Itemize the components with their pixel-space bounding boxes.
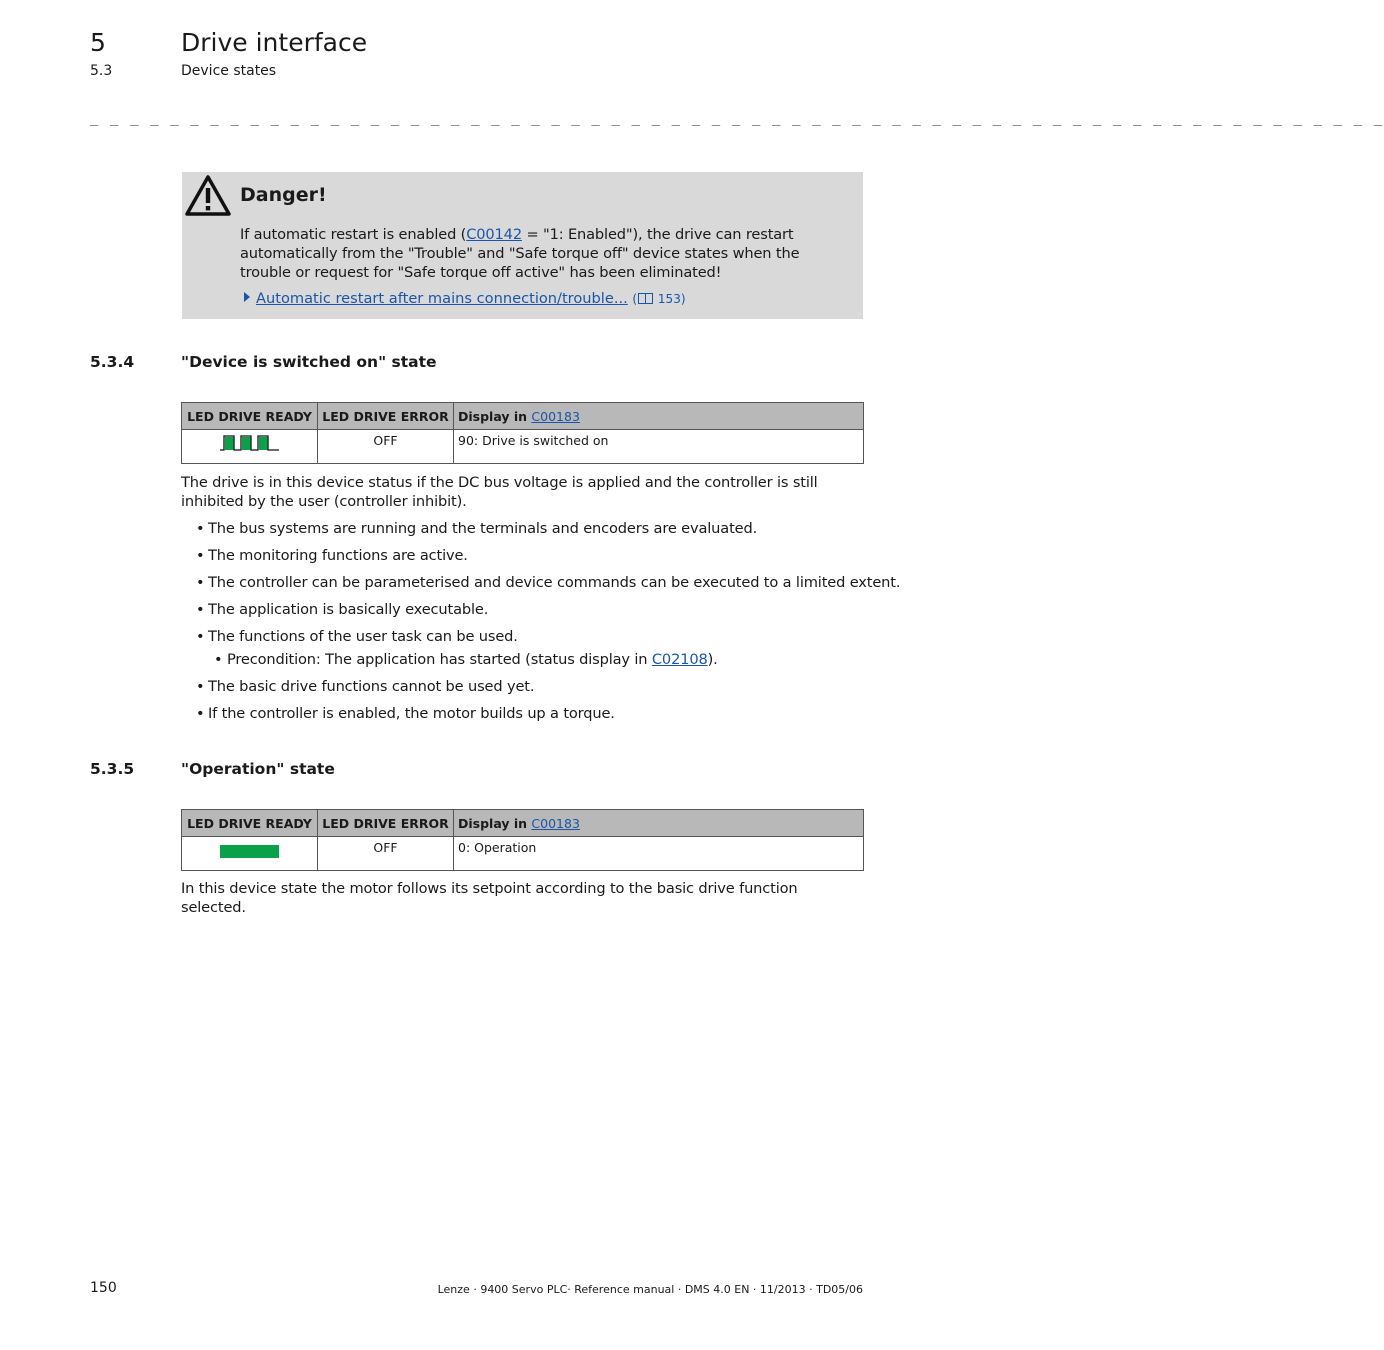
code-link-c00183[interactable]: C00183 xyxy=(531,408,580,424)
cross-reference xyxy=(244,290,686,307)
sub-item-text-after: ). xyxy=(707,651,718,668)
code-link-c00142[interactable]: C00142 xyxy=(466,226,522,243)
column-header-led-ready: LED DRIVE READY xyxy=(182,403,318,430)
page-reference-number: 153 xyxy=(657,292,681,306)
code-link-c00183[interactable]: C00183 xyxy=(531,815,580,831)
display-cell: 0: Operation xyxy=(454,837,864,871)
led-steady-icon xyxy=(220,844,280,860)
list-item: • The application is basically executable. xyxy=(181,600,900,627)
display-header-label: Display in xyxy=(458,408,532,424)
code-link-c02108[interactable]: C02108 xyxy=(651,651,708,668)
header-separator: _ _ _ _ _ _ _ _ _ _ _ _ _ _ _ _ _ _ _ _ _ _ _ _ _ _ _ _ _ _ _ _ _ _ _ _ _ _ _ _ _ _ _ _ _ _ _ _ _ _ _ _ _ _ _ _ _ _ _ _ _ _ _ _ _ xyxy=(90,110,1384,126)
list-item: • The functions of the user task can be used. xyxy=(181,627,900,654)
list-item: • The bus systems are running and the terminals and encoders are evaluated. xyxy=(181,519,900,546)
page-number: 150 xyxy=(90,1280,117,1296)
section-title: Device states xyxy=(181,63,277,79)
led-ready-cell xyxy=(182,837,318,871)
led-error-cell: OFF xyxy=(318,837,454,871)
heading-title-535: "Operation" state xyxy=(181,760,335,778)
led-blinking-icon xyxy=(220,435,280,451)
paragraph-switched-on: The drive is in this device status if the DC bus voltage is applied and the controller is still inhibited by the user (controller inhibit). xyxy=(181,474,818,510)
warning-triangle-icon xyxy=(184,174,232,218)
led-table-switched-on xyxy=(181,402,864,464)
footer-document-info: Lenze · 9400 Servo PLC· Reference manual · DMS 4.0 EN · 11/2013 · TD05/06 xyxy=(437,1283,863,1296)
book-icon xyxy=(638,293,653,304)
chapter-title: Drive interface xyxy=(181,28,368,57)
display-cell: 90: Drive is switched on xyxy=(454,430,864,464)
column-header-display xyxy=(454,810,864,837)
list-item: • The monitoring functions are active. xyxy=(181,546,900,573)
danger-text-after: = "1: Enabled"), the drive can restart automatically from the "Trouble" and "Safe torque off" device states when the trouble or request for "Safe torque off active" has been eliminated! xyxy=(240,226,800,281)
chapter-number: 5 xyxy=(90,28,106,57)
led-error-cell: OFF xyxy=(318,430,454,464)
column-header-display xyxy=(454,403,864,430)
column-header-led-error: LED DRIVE ERROR xyxy=(318,810,454,837)
led-table-operation xyxy=(181,809,864,871)
automatic-restart-link[interactable]: Automatic restart after mains connection/trouble... xyxy=(256,290,628,307)
column-header-led-error: LED DRIVE ERROR xyxy=(318,403,454,430)
led-ready-cell xyxy=(182,430,318,464)
heading-number-535: 5.3.5 xyxy=(90,760,135,778)
display-header-label: Display in xyxy=(458,815,532,831)
sub-item-text-before: Precondition: The application has started (status display in xyxy=(227,651,652,668)
heading-title-534: "Device is switched on" state xyxy=(181,353,437,371)
bullet-list-switched-on xyxy=(181,519,900,731)
paragraph-operation: In this device state the motor follows its setpoint according to the basic drive function selected. xyxy=(181,880,798,916)
section-number: 5.3 xyxy=(90,63,113,79)
list-item: • The basic drive functions cannot be used yet. xyxy=(181,677,900,704)
list-item: • The controller can be parameterised and device commands can be executed to a limited extent. xyxy=(181,573,900,600)
danger-text-before: If automatic restart is enabled ( xyxy=(240,226,467,243)
column-header-led-ready: LED DRIVE READY xyxy=(182,810,318,837)
danger-notice xyxy=(182,172,863,319)
heading-number-534: 5.3.4 xyxy=(90,353,135,371)
list-item: • If the controller is enabled, the motor builds up a torque. xyxy=(181,704,900,731)
danger-title: Danger! xyxy=(240,184,327,206)
sub-list-item xyxy=(181,650,900,677)
arrow-right-icon xyxy=(244,292,250,302)
page-reference[interactable]: ( 153) xyxy=(632,292,686,306)
danger-text xyxy=(240,225,852,282)
